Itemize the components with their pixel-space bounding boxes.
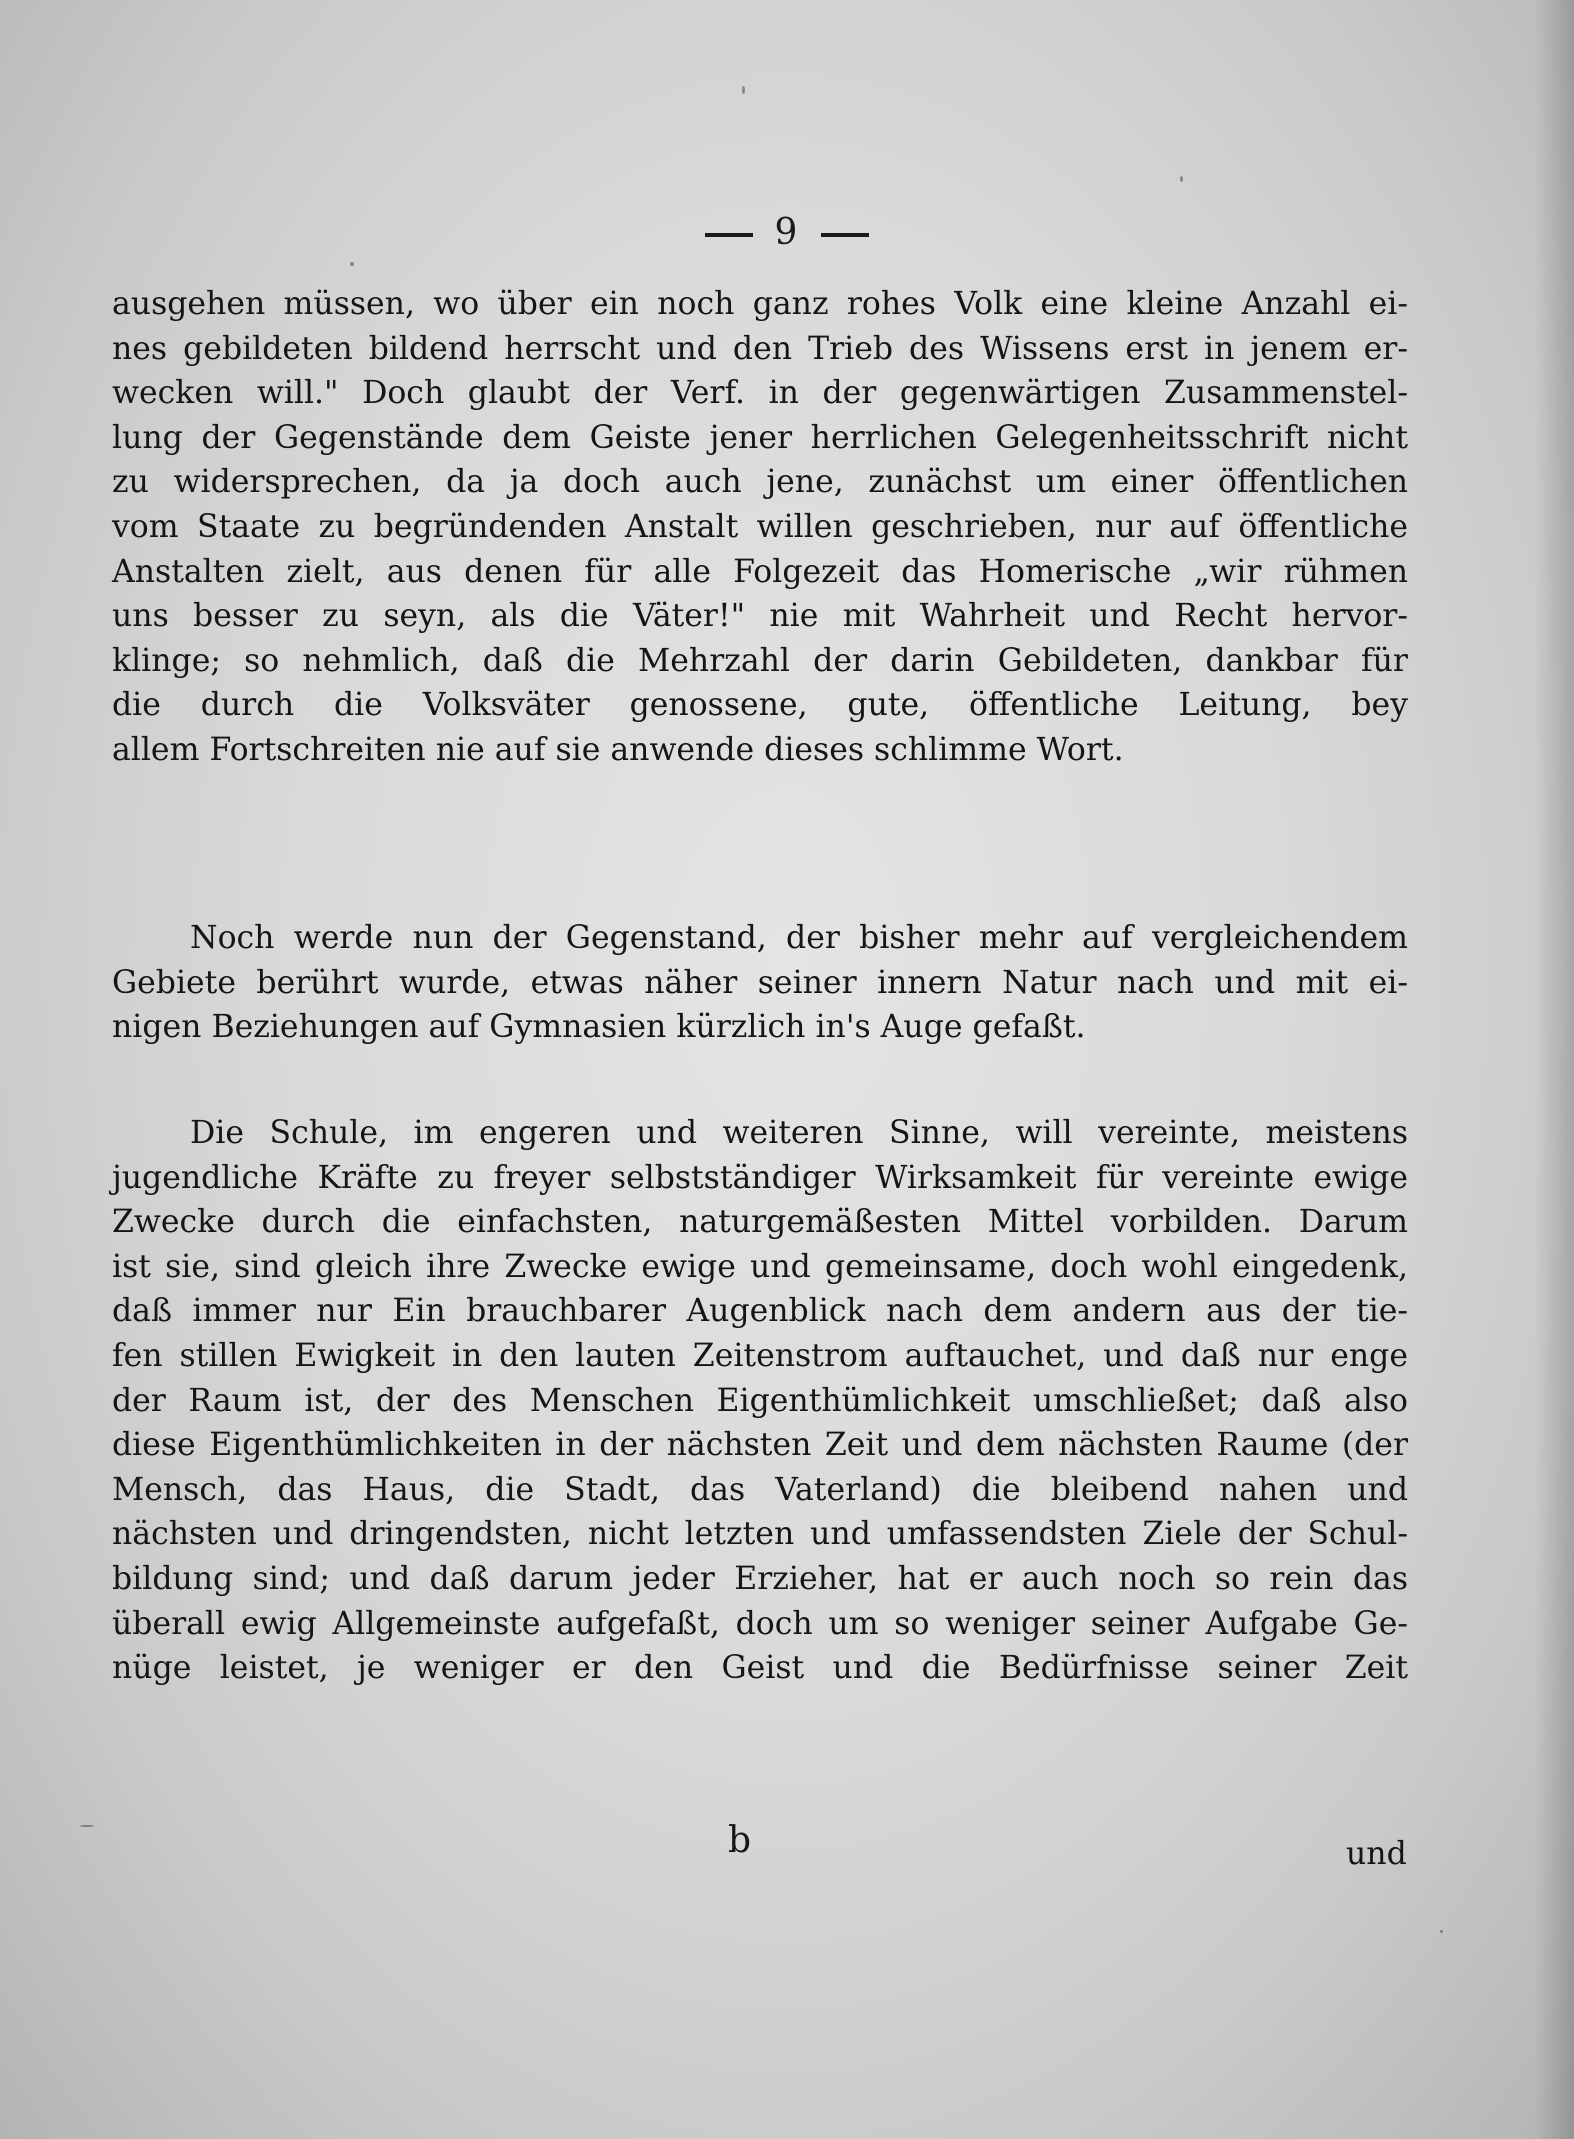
text-line: Die Schule, im engeren und weiteren Sinne, will vereinte, meistens [190,1115,1408,1151]
paragraph-1 [112,282,1408,773]
header-dash-left [705,233,753,237]
paragraph-2 [112,916,1408,1050]
page-edge-shadow [1534,0,1574,2139]
print-speck [350,262,354,266]
text-line: nigen Beziehungen auf Gymnasien kürzlich in's Auge gefaßt. [112,1009,1086,1046]
print-speck [80,1825,94,1827]
text-line: fen stillen Ewigkeit in den lauten Zeitenstrom auftauchet, und daß nur enge [112,1337,1408,1374]
text-line: lung der Gegenstände dem Geiste jener herrlichen Gelegenheitsschrift nicht [112,419,1408,456]
text-line: die durch die Volksväter genossene, gute, öffentliche Leitung, bey [112,687,1408,724]
text-line: Zwecke durch die einfachsten, naturgemäßesten Mittel vorbilden. Darum [112,1204,1408,1241]
text-line: nächsten und dringendsten, nicht letzten und umfassendsten Ziele der Schul- [112,1516,1408,1553]
text-line: ausgehen müssen, wo über ein noch ganz rohes Volk eine kleine Anzahl ei- [112,286,1408,322]
text-line: uns besser zu seyn, als die Väter!" nie mit Wahrheit und Recht hervor- [112,598,1408,635]
text-line: Anstalten zielt, aus denen für alle Folgezeit das Homerische „wir rühmen [112,553,1408,590]
page-number: 9 [774,212,800,253]
text-line: nüge leistet, je weniger er den Geist und die Bedürfnisse seiner Zeit [112,1650,1408,1687]
signature-mark: b [728,1820,752,1861]
text-line: vom Staate zu begründenden Anstalt willen geschrieben, nur auf öffentliche [112,508,1408,545]
text-line: zu widersprechen, da ja doch auch jene, zunächst um einer öffentlichen [112,464,1408,501]
text-line: bildung sind; und daß darum jeder Erzieher, hat er auch noch so rein das [112,1560,1408,1597]
catchword: und [1346,1836,1407,1872]
text-line: nes gebildeten bildend herrscht und den Trieb des Wissens erst in jenem er- [112,330,1408,367]
header-dash-right [821,233,869,237]
text-line: klinge; so nehmlich, daß die Mehrzahl der darin Gebildeten, dankbar für [112,642,1408,679]
text-line: wecken will." Doch glaubt der Verf. in der gegenwärtigen Zusammenstel- [112,375,1408,412]
text-line: ist sie, sind gleich ihre Zwecke ewige und gemeinsame, doch wohl eingedenk, [112,1248,1408,1285]
text-line: Gebiete berührt wurde, etwas näher seiner innern Natur nach und mit ei- [112,964,1408,1001]
text-line: Mensch, das Haus, die Stadt, das Vaterland) die bleibend nahen und [112,1471,1408,1508]
print-speck [742,86,745,94]
page-header [0,212,1574,253]
text-line: jugendliche Kräfte zu freyer selbstständiger Wirksamkeit für vereinte ewige [112,1159,1408,1196]
text-line: allem Fortschreiten nie auf sie anwende dieses schlimme Wort. [112,731,1124,768]
text-line: überall ewig Allgemeinste aufgefaßt, doch um so weniger seiner Aufgabe Ge- [112,1605,1408,1642]
print-speck [1440,1930,1443,1933]
text-line: Noch werde nun der Gegenstand, der bisher mehr auf vergleichendem [190,920,1408,956]
text-line: daß immer nur Ein brauchbarer Augenblick nach dem andern aus der tie- [112,1293,1408,1330]
text-line: der Raum ist, der des Menschen Eigenthümlichkeit umschließet; daß also [112,1382,1408,1419]
print-speck [1180,176,1183,182]
text-line: diese Eigenthümlichkeiten in der nächsten Zeit und dem nächsten Raume (der [112,1427,1408,1464]
paragraph-3 [112,1111,1408,1691]
